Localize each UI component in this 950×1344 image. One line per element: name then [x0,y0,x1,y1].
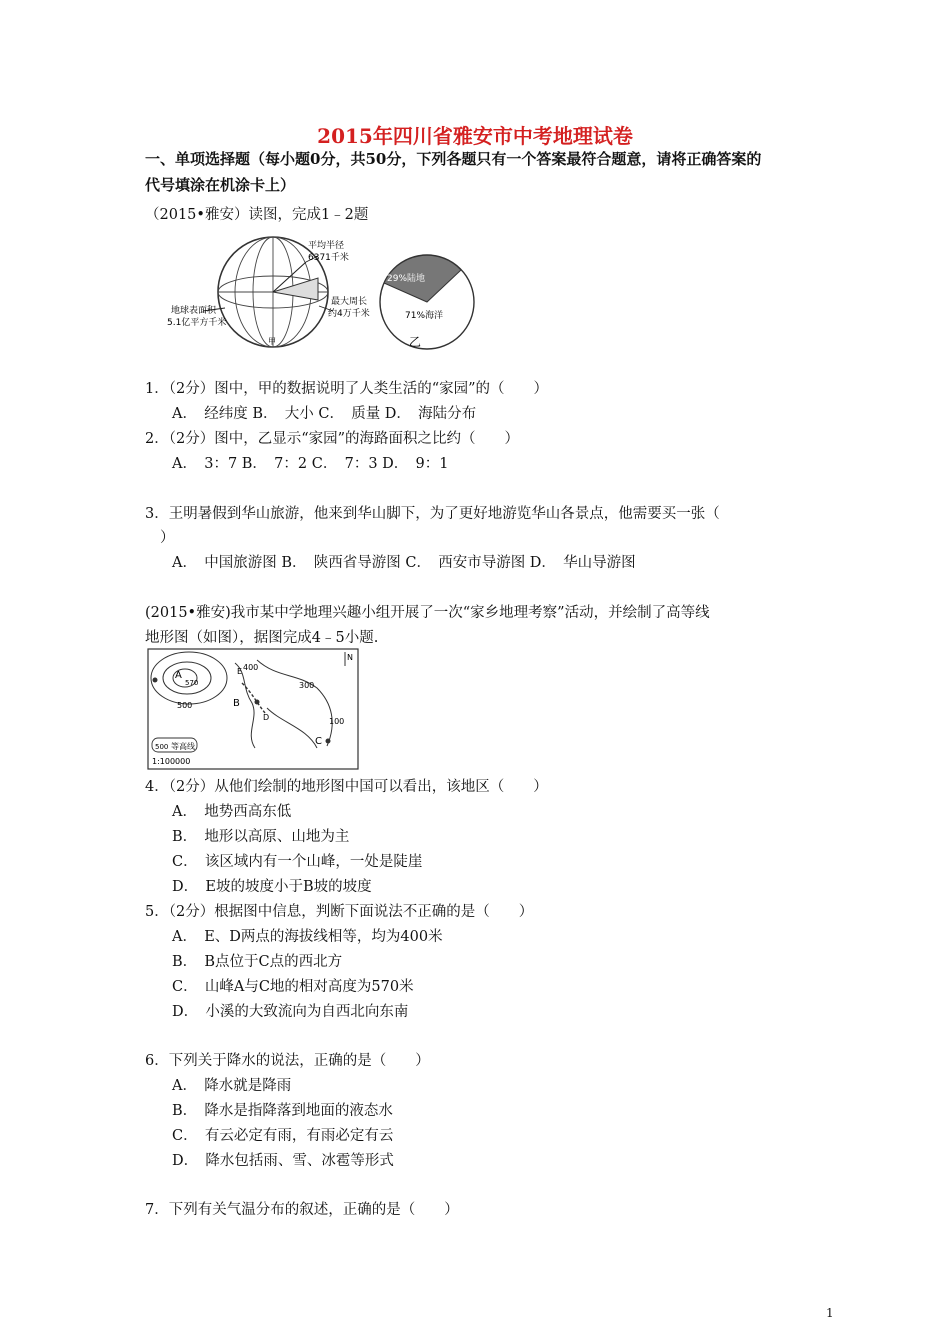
question-5-option-d: D． 小溪的大致流向为自西北向东南 [172,1004,409,1020]
radius-value: 6371千米 [308,253,349,263]
question-4-option-b: B． 地形以高原、山地为主 [172,829,350,845]
intro-figure1: （2015•雅安）读图，完成1﹣2题 [145,207,369,223]
peak-height-570: 570 [185,679,199,687]
north-label: N [347,653,353,662]
question-2-options: A． 3：7 B． 7：2 C． 7：3 D． 9：1 [172,456,449,472]
question-1-options: A． 经纬度 B． 大小 C． 质量 D． 海陆分布 [172,406,477,422]
contour-map [147,648,359,770]
contour-label-400: 400 [243,663,259,672]
circumference-label: 最大周长 [331,297,368,307]
circumference-value: 约4万千米 [328,309,370,319]
area-label: 地球表面积 [171,306,217,316]
scale-label: 1:100000 [152,757,191,766]
land-ocean-pie [380,255,474,349]
intro-figure2-line2: 地形图（如图），据图完成4﹣5小题. [145,630,379,646]
radius-label: 平均半径 [308,241,345,251]
question-6-option-b: B． 降水是指降落到地面的液态水 [172,1103,393,1119]
question-3-options: A． 中国旅游图 B． 陕西省导游图 C． 西安市导游图 D． 华山导游图 [172,555,636,571]
question-6-option-d: D． 降水包括雨、雪、冰雹等形式 [172,1153,394,1169]
question-4-option-c: C． 该区域内有一个山峰，一处是陡崖 [172,854,423,870]
point-label-b: B [233,698,240,709]
question-6-option-a: A． 降水就是降雨 [172,1078,292,1094]
question-1-stem: 1．（2分）图中，甲的数据说明了人类生活的“家园”的（ ） [145,381,549,397]
question-6-option-c: C． 有云必定有雨，有雨必定有云 [172,1128,394,1144]
question-3-stem-line2: ） [160,530,175,546]
section-heading-line1: 一、单项选择题（每小题0分，共50分，下列各题只有一个答案最符合题意，请将正确答案的 [145,150,762,168]
label-yi: 乙 [409,335,422,349]
question-4-option-d: D． E坡的坡度小于B坡的坡度 [172,879,372,895]
question-4-option-a: A． 地势西高东低 [172,804,292,820]
section-heading-line2: 代号填涂在机涂卡上） [145,176,296,194]
question-2-stem: 2．（2分）图中，乙显示“家园”的海路面积之比约（ ） [145,431,520,447]
point-label-e: E [237,667,243,676]
legend-number: 500 [155,743,169,751]
earth-figure [143,226,478,356]
point-label-d: D [263,713,270,722]
peak-label-a: A [175,670,182,681]
question-4-stem: 4．（2分）从他们绘制的地形图中国可以看出，该地区（ ） [145,779,548,795]
contour-label-300: 300 [299,681,315,690]
page-title: 2015年四川省雅安市中考地理试卷 [317,124,633,148]
question-5-option-b: B． B点位于C点的西北方 [172,954,343,970]
area-value: 5.1亿平方千米 [167,318,227,328]
intro-figure2-line1: (2015•雅安)我市某中学地理兴趣小组开展了一次“家乡地理考察”活动，并绘制了高等线 [145,605,710,621]
label-jia: 甲 [268,337,276,346]
land-label: 29%陆地 [387,274,426,284]
question-5-option-c: C． 山峰A与C地的相对高度为570米 [172,979,414,995]
point-label-c: C [315,736,322,747]
ocean-label: 71%海洋 [405,311,444,321]
question-6-stem: 6．下列关于降水的说法，正确的是（ ） [145,1053,430,1069]
question-3-stem-line1: 3．王明暑假到华山旅游，他来到华山脚下，为了更好地游览华山各景点，他需要买一张（ [145,506,720,522]
section-heading [145,146,815,198]
question-5-option-a: A． E、D两点的海拔线相等，均为400米 [172,929,443,945]
contour-label-500: 500 [177,701,193,710]
page-number: 1 [826,1306,834,1320]
question-5-stem: 5．（2分）根据图中信息，判断下面说法不正确的是（ ） [145,904,534,920]
contour-label-100: 100 [329,717,345,726]
legend-label: 等高线 [171,742,195,751]
question-7-stem: 7．下列有关气温分布的叙述，正确的是（ ） [145,1202,459,1218]
